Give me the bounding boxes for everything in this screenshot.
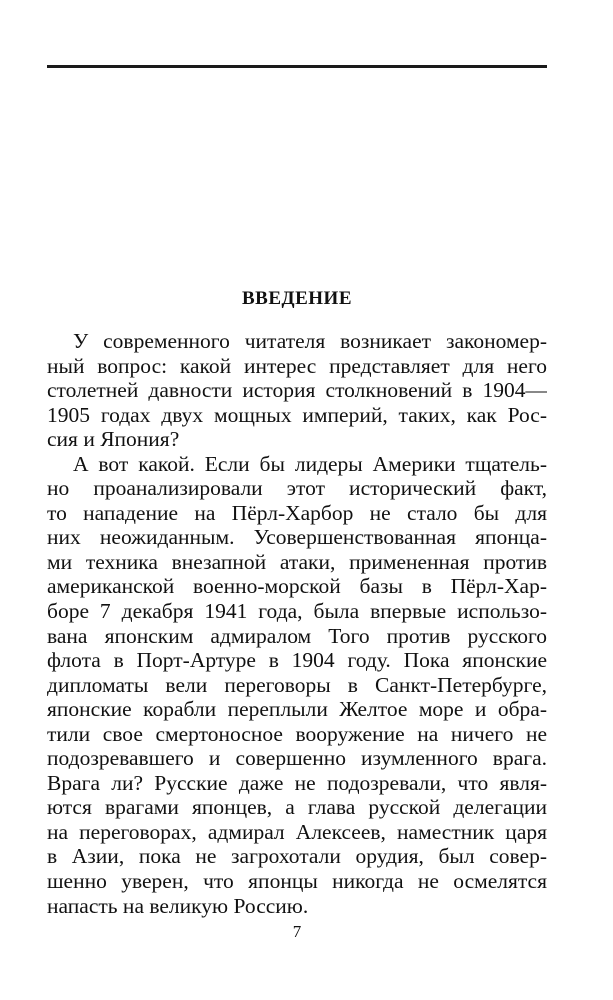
text-line: вана японским адмиралом Того против русского (47, 623, 547, 648)
text-line: боре 7 декабря 1941 года, была впервые использо- (47, 599, 547, 624)
text-line: сия и Япония? (47, 427, 180, 452)
body-text (47, 329, 547, 918)
text-line: дипломаты вели переговоры в Санкт-Петербурге, (47, 672, 547, 697)
text-line: А вот какой. Если бы лидеры Америки тщатель- (73, 451, 547, 476)
text-line: столетней давности история столкновений в 1904— (47, 378, 547, 403)
text-line: 1905 годах двух мощных империй, таких, как Рос- (47, 402, 547, 427)
page-number: 7 (292, 922, 302, 941)
text-line: американской военно-морской базы в Пёрл-Хар- (47, 574, 547, 599)
text-line: то нападение на Пёрл-Харбор не стало бы для (47, 500, 547, 525)
text-line: ются врагами японцев, а глава русской делегации (47, 795, 547, 820)
text-line: Врага ли? Русские даже не подозревали, что явля- (47, 770, 547, 795)
text-line: напасть на великую Россию. (47, 893, 309, 918)
text-line: подозревавшего и совершенно изумленного врага. (47, 746, 547, 771)
text-line: шенно уверен, что японцы никогда не осмелятся (47, 869, 547, 894)
text-line: в Азии, пока не загрохотали орудия, был совер- (47, 844, 547, 869)
chapter-heading: ВВЕДЕНИЕ (242, 288, 352, 309)
text-line: на переговорах, адмирал Алексеев, наместник царя (47, 819, 547, 844)
text-line: японские корабли переплыли Желтое море и обра- (47, 697, 547, 722)
text-line: ми техника внезапной атаки, примененная против (47, 549, 547, 574)
text-line: флота в Порт-Артуре в 1904 году. Пока японские (47, 648, 547, 673)
text-line: них неожиданным. Усовершенствованная японца- (47, 525, 547, 550)
text-line: тили свое смертоносное вооружение на ничего не (47, 721, 547, 746)
text-line: но проанализировали этот исторический факт, (47, 476, 547, 501)
text-line: У современного читателя возникает закономер- (73, 329, 547, 353)
text-line: ный вопрос: какой интерес представляет для него (47, 353, 547, 378)
top-rule (47, 65, 547, 68)
